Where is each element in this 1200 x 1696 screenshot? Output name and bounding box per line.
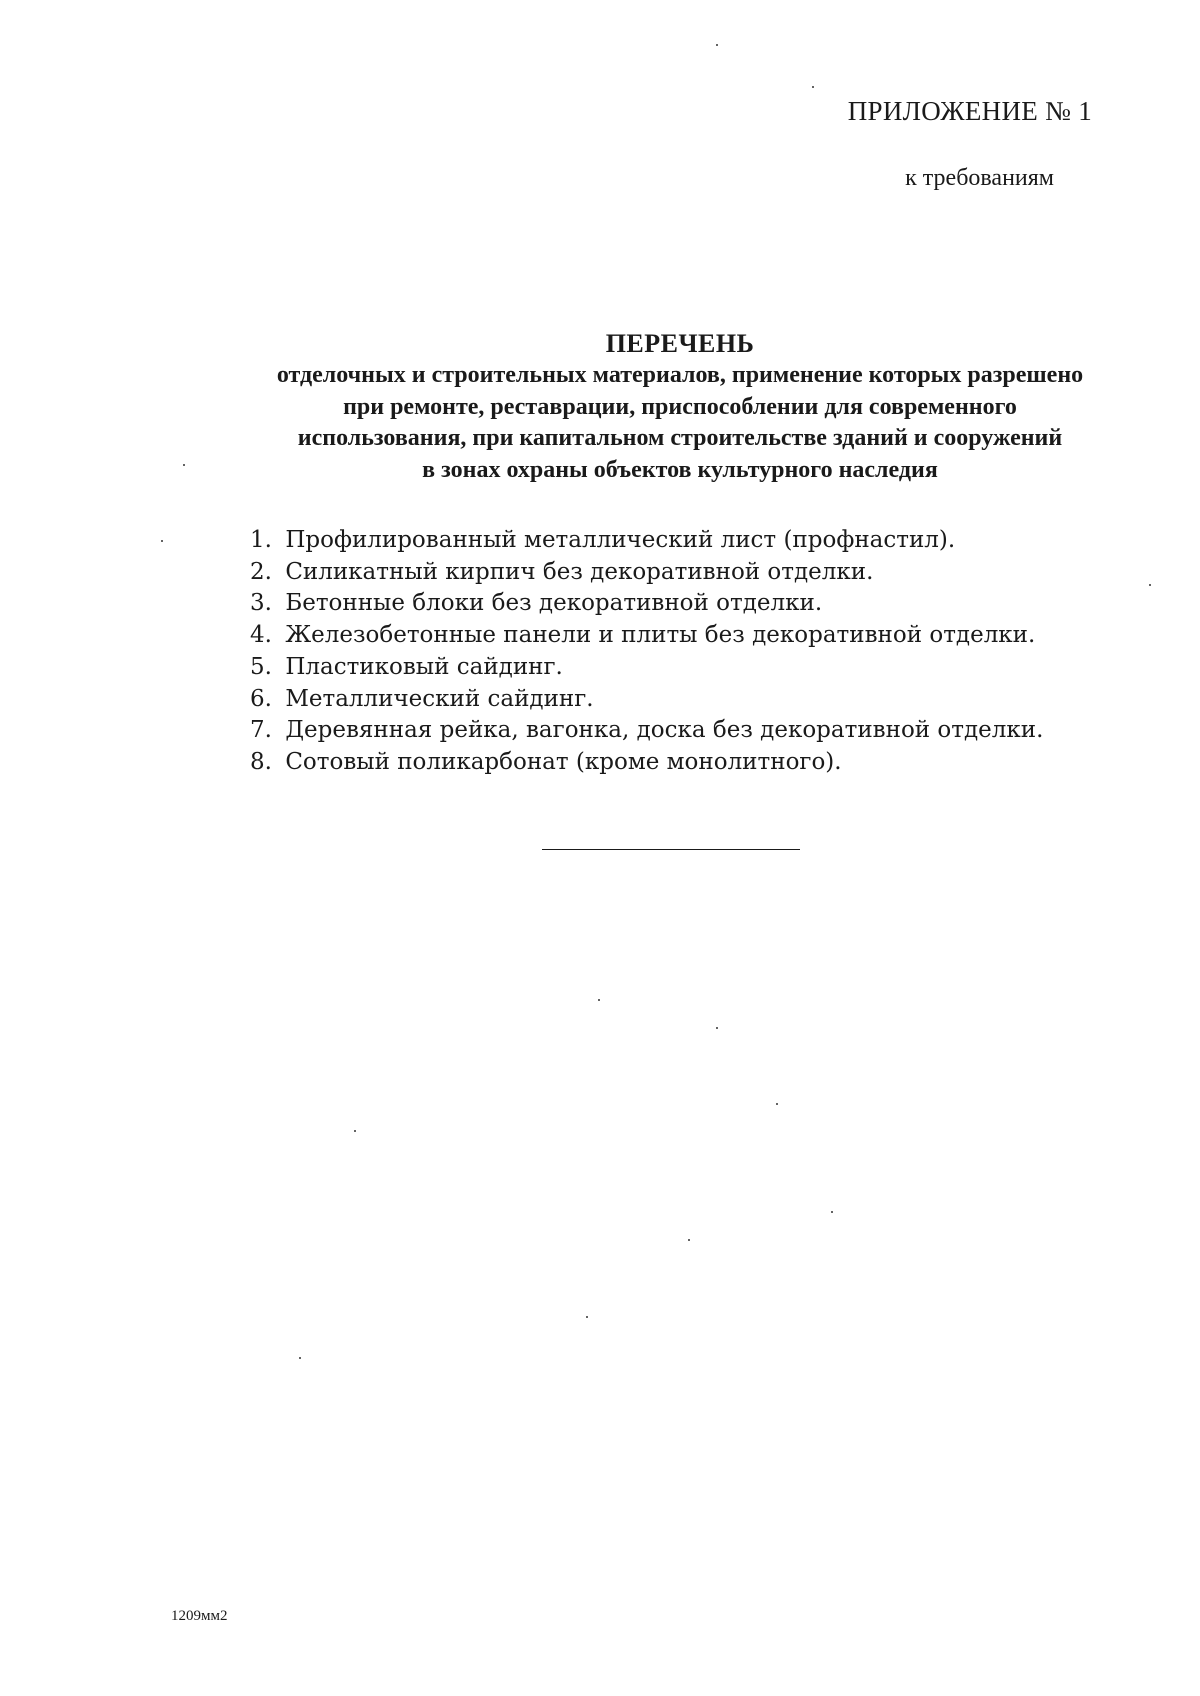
list-item — [250, 525, 1043, 557]
scan-speck — [716, 1027, 718, 1029]
heading-block — [130, 328, 1200, 486]
item-number: 6. — [250, 685, 272, 712]
scan-speck — [354, 1130, 356, 1132]
scan-speck — [688, 1239, 690, 1241]
footer-code: 1209мм2 — [171, 1608, 228, 1624]
item-number: 4. — [250, 622, 272, 649]
scan-speck — [586, 1316, 588, 1318]
list-item — [250, 747, 1043, 779]
scan-speck — [776, 1103, 778, 1105]
appendix-subtitle: к требованиям — [905, 165, 1054, 191]
end-divider — [542, 849, 800, 850]
scan-speck — [183, 464, 185, 466]
item-number: 2. — [250, 558, 272, 585]
item-number: 3. — [250, 590, 272, 617]
subtitle-line: отделочных и строительных материалов, применение которых разрешено — [276, 362, 1084, 388]
item-number: 5. — [250, 653, 272, 680]
subtitle-line: при ремонте, реставрации, приспособлении для современного — [343, 393, 1017, 420]
document-subtitle — [130, 360, 1200, 486]
scan-speck — [598, 999, 600, 1001]
list-item — [250, 620, 1043, 652]
item-number: 1. — [250, 527, 272, 553]
item-text: Профилированный металлический лист (профнастил). — [285, 527, 956, 553]
item-text: Силикатный кирпич без декоративной отделки. — [285, 558, 874, 585]
scan-speck — [299, 1357, 301, 1359]
subtitle-line: в зонах охраны объектов культурного наследия — [422, 456, 938, 483]
document-title: ПЕРЕЧЕНЬ — [605, 329, 755, 358]
scan-speck — [812, 86, 814, 88]
item-number: 7. — [250, 717, 272, 744]
item-text: Сотовый поликарбонат (кроме монолитного). — [285, 748, 842, 775]
item-text: Деревянная рейка, вагонка, доска без декоративной отделки. — [285, 717, 1044, 744]
appendix-title: ПРИЛОЖЕНИЕ № 1 — [847, 96, 1092, 126]
item-number: 8. — [250, 748, 272, 775]
list-item — [250, 715, 1043, 747]
subtitle-line: использования, при капитальном строительстве зданий и сооружений — [297, 425, 1063, 451]
list-item — [250, 684, 1043, 716]
scan-speck — [831, 1211, 833, 1213]
list-item — [250, 588, 1043, 620]
item-text: Бетонные блоки без декоративной отделки. — [285, 590, 823, 617]
item-text: Пластиковый сайдинг. — [285, 653, 563, 680]
scan-speck — [1149, 584, 1151, 586]
materials-list — [250, 525, 1043, 779]
item-text: Железобетонные панели и плиты без декоративной отделки. — [285, 622, 1036, 649]
item-text: Металлический сайдинг. — [285, 685, 594, 712]
list-item — [250, 652, 1043, 684]
scan-speck — [161, 540, 163, 542]
list-item — [250, 557, 1043, 589]
scan-speck — [716, 44, 718, 46]
